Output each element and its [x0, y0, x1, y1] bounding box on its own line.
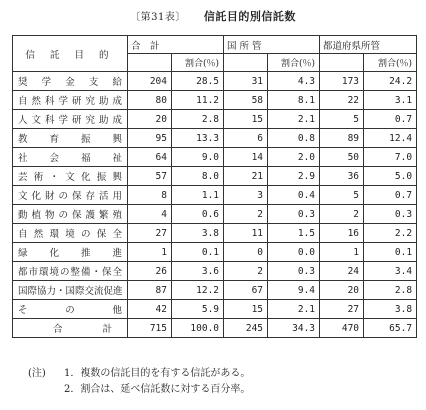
- national-ratio-cell: 2.0: [268, 148, 320, 167]
- row-label: 文化財の保存活用: [13, 186, 128, 205]
- table-title: 信託目的別信託数: [203, 10, 296, 23]
- prefectural-count-cell: 5: [320, 110, 364, 129]
- footnote-2: [28, 382, 250, 398]
- row-label: 社会福祉: [13, 148, 128, 167]
- row-label: 芸術・文化振興: [13, 167, 128, 186]
- prefectural-count-cell: 22: [320, 91, 364, 110]
- prefectural-ratio-cell: 3.8: [364, 300, 417, 319]
- total-ratio-cell: 3.6: [172, 262, 224, 281]
- prefectural-ratio-cell: 65.7: [364, 319, 417, 338]
- prefectural-count-cell: 173: [320, 72, 364, 91]
- total-count-cell: 57: [128, 167, 172, 186]
- header-total-count: [128, 54, 172, 72]
- total-count-cell: 4: [128, 205, 172, 224]
- total-count-cell: 64: [128, 148, 172, 167]
- total-count-cell: 26: [128, 262, 172, 281]
- prefectural-ratio-cell: 0.7: [364, 110, 417, 129]
- header-total: 合 計: [128, 36, 224, 54]
- header-national-ratio: 割合(％): [268, 54, 320, 72]
- total-count-cell: 87: [128, 281, 172, 300]
- header-national: 国 所 管: [224, 36, 320, 54]
- total-ratio-cell: 2.8: [172, 110, 224, 129]
- footnote-tag: (注): [28, 368, 46, 379]
- national-ratio-cell: 9.4: [268, 281, 320, 300]
- header-prefectural-count: [320, 54, 364, 72]
- national-ratio-cell: 4.3: [268, 72, 320, 91]
- total-row: [13, 319, 417, 338]
- table-row: [13, 91, 417, 110]
- table-row: [13, 148, 417, 167]
- row-label: 自然環境の保全: [13, 224, 128, 243]
- total-ratio-cell: 100.0: [172, 319, 224, 338]
- total-ratio-cell: 1.1: [172, 186, 224, 205]
- prefectural-ratio-cell: 2.2: [364, 224, 417, 243]
- table-row: [13, 186, 417, 205]
- header-purpose: 信 託 目 的: [13, 36, 128, 72]
- national-count-cell: 11: [224, 224, 268, 243]
- national-count-cell: 2: [224, 262, 268, 281]
- national-count-cell: 2: [224, 205, 268, 224]
- national-count-cell: 15: [224, 110, 268, 129]
- national-ratio-cell: 0.0: [268, 243, 320, 262]
- national-count-cell: 21: [224, 167, 268, 186]
- total-ratio-cell: 12.2: [172, 281, 224, 300]
- total-ratio-cell: 3.8: [172, 224, 224, 243]
- national-count-cell: 31: [224, 72, 268, 91]
- table-number: 〔第31表〕: [130, 12, 186, 23]
- total-count-cell: 95: [128, 129, 172, 148]
- national-ratio-cell: 0.8: [268, 129, 320, 148]
- total-ratio-cell: 11.2: [172, 91, 224, 110]
- total-count-cell: 20: [128, 110, 172, 129]
- table-row: [13, 243, 417, 262]
- national-ratio-cell: 34.3: [268, 319, 320, 338]
- table-row: [13, 300, 417, 319]
- prefectural-count-cell: 89: [320, 129, 364, 148]
- national-count-cell: 245: [224, 319, 268, 338]
- footnote-1-text: 1．複数の信託目的を有する信託がある。: [64, 368, 251, 379]
- footnotes: [28, 366, 250, 398]
- total-count-cell: 1: [128, 243, 172, 262]
- total-label: 合計: [13, 319, 128, 338]
- table-row: [13, 262, 417, 281]
- prefectural-ratio-cell: 0.3: [364, 205, 417, 224]
- total-ratio-cell: 28.5: [172, 72, 224, 91]
- total-count-cell: 8: [128, 186, 172, 205]
- national-ratio-cell: 2.1: [268, 110, 320, 129]
- prefectural-count-cell: 5: [320, 186, 364, 205]
- national-count-cell: 14: [224, 148, 268, 167]
- row-label: 自然科学研究助成: [13, 91, 128, 110]
- prefectural-ratio-cell: 2.8: [364, 281, 417, 300]
- table-row: [13, 167, 417, 186]
- national-ratio-cell: 2.9: [268, 167, 320, 186]
- table-row: [13, 281, 417, 300]
- row-label: 国際協力・国際交流促進: [13, 281, 128, 300]
- prefectural-count-cell: 20: [320, 281, 364, 300]
- total-ratio-cell: 0.1: [172, 243, 224, 262]
- table-row: [13, 110, 417, 129]
- row-label: 教育振興: [13, 129, 128, 148]
- national-ratio-cell: 0.4: [268, 186, 320, 205]
- header-prefectural: 都道府県所管: [320, 36, 417, 54]
- table-row: [13, 224, 417, 243]
- table-caption: [0, 8, 426, 24]
- header-total-ratio: 割合(％): [172, 54, 224, 72]
- total-count-cell: 204: [128, 72, 172, 91]
- header-row-1: [13, 36, 417, 54]
- prefectural-ratio-cell: 0.7: [364, 186, 417, 205]
- prefectural-count-cell: 470: [320, 319, 364, 338]
- prefectural-ratio-cell: 5.0: [364, 167, 417, 186]
- row-label: 奨学金支給: [13, 72, 128, 91]
- national-ratio-cell: 8.1: [268, 91, 320, 110]
- total-ratio-cell: 5.9: [172, 300, 224, 319]
- footnote-1: [28, 366, 250, 382]
- national-ratio-cell: 0.3: [268, 205, 320, 224]
- row-label: 都市環境の整備・保全: [13, 262, 128, 281]
- prefectural-count-cell: 16: [320, 224, 364, 243]
- national-ratio-cell: 2.1: [268, 300, 320, 319]
- header-prefectural-ratio: 割合(％): [364, 54, 417, 72]
- national-count-cell: 58: [224, 91, 268, 110]
- prefectural-count-cell: 36: [320, 167, 364, 186]
- table-row: [13, 129, 417, 148]
- prefectural-ratio-cell: 3.4: [364, 262, 417, 281]
- prefectural-count-cell: 1: [320, 243, 364, 262]
- total-count-cell: 27: [128, 224, 172, 243]
- prefectural-ratio-cell: 7.0: [364, 148, 417, 167]
- prefectural-ratio-cell: 24.2: [364, 72, 417, 91]
- table-row: [13, 205, 417, 224]
- total-ratio-cell: 13.3: [172, 129, 224, 148]
- header-national-count: [224, 54, 268, 72]
- prefectural-ratio-cell: 12.4: [364, 129, 417, 148]
- total-count-cell: 715: [128, 319, 172, 338]
- total-ratio-cell: 9.0: [172, 148, 224, 167]
- row-label: 人文科学研究助成: [13, 110, 128, 129]
- prefectural-count-cell: 50: [320, 148, 364, 167]
- footnote-2-text: 2．割合は、延べ信託数に対する百分率。: [64, 384, 251, 395]
- prefectural-count-cell: 2: [320, 205, 364, 224]
- prefectural-ratio-cell: 3.1: [364, 91, 417, 110]
- trust-purpose-table: [12, 35, 417, 338]
- national-count-cell: 6: [224, 129, 268, 148]
- total-count-cell: 80: [128, 91, 172, 110]
- row-label: そ の 他: [13, 300, 128, 319]
- row-label: 緑化推進: [13, 243, 128, 262]
- row-label: 動植物の保護繁殖: [13, 205, 128, 224]
- total-count-cell: 42: [128, 300, 172, 319]
- national-count-cell: 0: [224, 243, 268, 262]
- total-ratio-cell: 8.0: [172, 167, 224, 186]
- national-ratio-cell: 1.5: [268, 224, 320, 243]
- national-ratio-cell: 0.3: [268, 262, 320, 281]
- prefectural-count-cell: 24: [320, 262, 364, 281]
- table-row: [13, 72, 417, 91]
- national-count-cell: 15: [224, 300, 268, 319]
- total-ratio-cell: 0.6: [172, 205, 224, 224]
- prefectural-ratio-cell: 0.1: [364, 243, 417, 262]
- national-count-cell: 3: [224, 186, 268, 205]
- prefectural-count-cell: 27: [320, 300, 364, 319]
- national-count-cell: 67: [224, 281, 268, 300]
